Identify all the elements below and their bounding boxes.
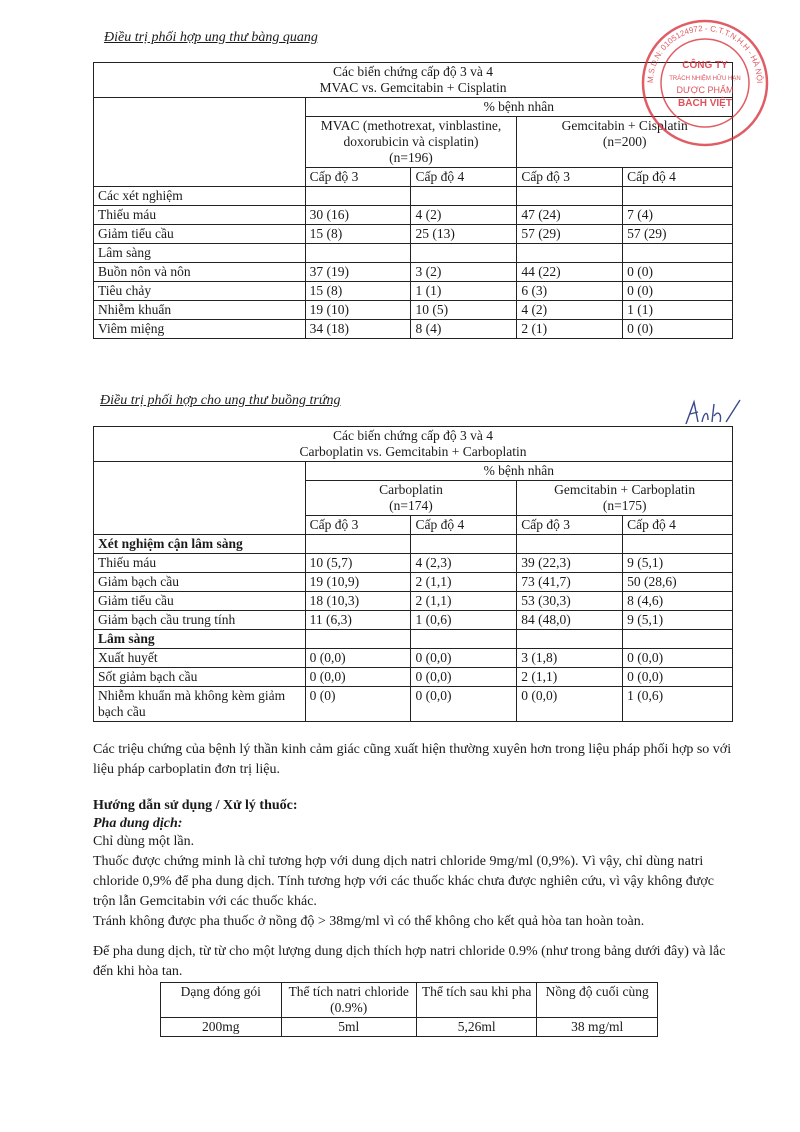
table-cell: 1 (1) <box>411 282 517 301</box>
table-row <box>94 630 733 649</box>
table-cell <box>517 244 623 263</box>
table-cell: 0 (0,0) <box>623 649 733 668</box>
table-cell: 0 (0,0) <box>305 649 411 668</box>
table-cell: 0 (0,0) <box>623 668 733 687</box>
table-cell: 4 (2,3) <box>411 554 517 573</box>
row-label: Nhiễm khuẩn <box>94 301 306 320</box>
usage-p4: Để pha dung dịch, từ từ cho một lượng dung dịch thích hợp natri chloride 0.9% (như trong bảng dưới đây) và lắc đến khi hòa tan. <box>93 944 726 979</box>
table-row <box>94 649 733 668</box>
section-title-ovarian: Điều trị phối hợp cho ung thư buồng trứng <box>100 393 341 408</box>
table-cell: 50 (28,6) <box>623 573 733 592</box>
group-mvac-header: MVAC (methotrexat, vinblastine, doxorubicin và cisplatin) (n=196) <box>305 117 517 168</box>
dilution-table <box>160 982 658 1037</box>
grade3-header: Cấp độ 3 <box>517 516 623 535</box>
dilution-cell: 5ml <box>281 1018 416 1037</box>
table-cell: 0 (0) <box>623 263 733 282</box>
table-cell: 57 (29) <box>517 225 623 244</box>
row-label: Lâm sàng <box>94 244 306 263</box>
table-row <box>94 282 733 301</box>
table-row <box>94 301 733 320</box>
table-row <box>94 554 733 573</box>
table-cell: 3 (2) <box>411 263 517 282</box>
table-cell: 3 (1,8) <box>517 649 623 668</box>
table-cell: 19 (10,9) <box>305 573 411 592</box>
row-label: Viêm miệng <box>94 320 306 339</box>
table-cell: 44 (22) <box>517 263 623 282</box>
svg-text:DƯỢC PHẨM: DƯỢC PHẨM <box>676 85 734 95</box>
table-cell <box>517 630 623 649</box>
row-label: Thiếu máu <box>94 554 306 573</box>
table-row <box>94 592 733 611</box>
dilution-cell: 38 mg/ml <box>537 1018 658 1037</box>
table-cell: 0 (0) <box>623 320 733 339</box>
table-cell: 7 (4) <box>623 206 733 225</box>
table-cell <box>305 244 411 263</box>
table-cell <box>411 630 517 649</box>
table-cell: 10 (5,7) <box>305 554 411 573</box>
grade4-header: Cấp độ 4 <box>411 516 517 535</box>
table-cell <box>623 535 733 554</box>
table-row <box>94 611 733 630</box>
row-label: Nhiễm khuẩn mà không kèm giảm bạch cầu <box>94 687 306 722</box>
table-row <box>94 187 733 206</box>
grade3-header: Cấp độ 3 <box>305 516 411 535</box>
table-cell: 0 (0,0) <box>517 687 623 722</box>
table-cell <box>517 535 623 554</box>
group-gem-carbo-header: Gemcitabin + Carboplatin (n=175) <box>517 481 733 516</box>
dilution-cell: 200mg <box>161 1018 282 1037</box>
table-cell <box>305 535 411 554</box>
table-cell: 4 (2) <box>517 301 623 320</box>
table-cell: 73 (41,7) <box>517 573 623 592</box>
table-title: Các biến chứng cấp độ 3 và 4 MVAC vs. Gemcitabin + Cisplatin <box>94 63 733 98</box>
table-cell: 15 (8) <box>305 282 411 301</box>
table-cell: 19 (10) <box>305 301 411 320</box>
row-label: Giảm tiểu cầu <box>94 592 306 611</box>
table-cell: 1 (0,6) <box>623 687 733 722</box>
table-cell: 2 (1,1) <box>411 592 517 611</box>
table-cell: 6 (3) <box>517 282 623 301</box>
table-cell: 57 (29) <box>623 225 733 244</box>
usage-p2: Thuốc được chứng minh là chỉ tương hợp với dung dịch natri chloride 9mg/ml (0,9%). Vì vậy, chỉ dùng natri chloride 0,9% để pha dung dịch. Tính tương hợp với các thuốc khác chưa được nghiên cứu, vì vậy không được trộn lẫn Gemcitabin với các thuốc khác. <box>93 854 714 909</box>
table-cell: 25 (13) <box>411 225 517 244</box>
table-cell: 0 (0,0) <box>411 687 517 722</box>
row-label: Tiêu chảy <box>94 282 306 301</box>
table-cell: 30 (16) <box>305 206 411 225</box>
table-row <box>94 206 733 225</box>
table-cell: 2 (1,1) <box>411 573 517 592</box>
row-label: Xuất huyết <box>94 649 306 668</box>
table-cell <box>411 187 517 206</box>
table-row <box>94 244 733 263</box>
table-cell <box>411 535 517 554</box>
table-cell <box>623 187 733 206</box>
table-cell <box>517 187 623 206</box>
company-stamp <box>640 18 770 148</box>
dilution-header: Thể tích natri chloride (0.9%) <box>281 983 416 1018</box>
table-row <box>94 225 733 244</box>
table-cell: 0 (0,0) <box>305 668 411 687</box>
table-cell: 11 (6,3) <box>305 611 411 630</box>
table-cell: 34 (18) <box>305 320 411 339</box>
row-label: Xét nghiệm cận lâm sàng <box>94 535 306 554</box>
table-cell: 37 (19) <box>305 263 411 282</box>
bladder-cancer-table <box>93 62 733 339</box>
table-cell <box>623 244 733 263</box>
table-cell: 4 (2) <box>411 206 517 225</box>
usage-p3: Tránh không được pha thuốc ở nồng độ > 38mg/ml vì có thể không cho kết quả hòa tan hoàn toàn. <box>93 914 645 929</box>
table-title: Các biến chứng cấp độ 3 và 4 Carboplatin vs. Gemcitabin + Carboplatin <box>94 427 733 462</box>
group-carboplatin-header: Carboplatin (n=174) <box>305 481 517 516</box>
svg-text:CÔNG TY: CÔNG TY <box>682 60 728 71</box>
table-cell: 1 (1) <box>623 301 733 320</box>
table-cell <box>411 244 517 263</box>
table-cell: 53 (30,3) <box>517 592 623 611</box>
table-cell: 18 (10,3) <box>305 592 411 611</box>
table-cell: 1 (0,6) <box>411 611 517 630</box>
row-label: Lâm sàng <box>94 630 306 649</box>
table-cell: 47 (24) <box>517 206 623 225</box>
table-cell: 84 (48,0) <box>517 611 623 630</box>
table-cell: 0 (0,0) <box>411 668 517 687</box>
table-cell <box>623 630 733 649</box>
table-row <box>94 668 733 687</box>
table-cell: 2 (1) <box>517 320 623 339</box>
table-cell: 0 (0) <box>305 687 411 722</box>
table-row <box>94 263 733 282</box>
table-cell: 0 (0) <box>623 282 733 301</box>
row-label: Giảm bạch cầu trung tính <box>94 611 306 630</box>
table-cell: 15 (8) <box>305 225 411 244</box>
table-cell: 0 (0,0) <box>411 649 517 668</box>
table-cell <box>305 187 411 206</box>
usage-subheading: Pha dung dịch: <box>93 816 183 831</box>
table-cell: 39 (22,3) <box>517 554 623 573</box>
usage-heading: Hướng dẫn sử dụng / Xử lý thuốc: <box>93 798 298 813</box>
usage-p1: Chỉ dùng một lần. <box>93 834 195 849</box>
row-label: Buồn nôn và nôn <box>94 263 306 282</box>
table-cell: 9 (5,1) <box>623 554 733 573</box>
grade4-header: Cấp độ 4 <box>623 516 733 535</box>
group-gem-cis-header: Gemcitabin + Cisplatin (n=200) <box>517 117 733 168</box>
svg-text:M.S.D.N: 0105124972 - C.T.T.N.: M.S.D.N: 0105124972 - C.T.T.N.H.H - HÀ NỘI <box>645 23 765 84</box>
dilution-cell: 5,26ml <box>416 1018 537 1037</box>
row-label: Thiếu máu <box>94 206 306 225</box>
row-label: Các xét nghiệm <box>94 187 306 206</box>
row-label: Sốt giảm bạch cầu <box>94 668 306 687</box>
percent-patients-header: % bệnh nhân <box>305 98 732 117</box>
signature-mark <box>682 398 742 428</box>
grade3-header: Cấp độ 3 <box>517 168 623 187</box>
neuropathy-note: Các triệu chứng của bệnh lý thần kinh cảm giác cũng xuất hiện thường xuyên hơn trong liệu pháp phối hợp so với liệu pháp carboplatin đơn trị liệu. <box>93 742 732 777</box>
table-cell: 2 (1,1) <box>517 668 623 687</box>
table-row <box>94 535 733 554</box>
table-cell: 9 (5,1) <box>623 611 733 630</box>
svg-text:BÁCH VIỆT: BÁCH VIỆT <box>678 98 732 109</box>
table-cell <box>305 630 411 649</box>
section-title-bladder: Điều trị phối hợp ung thư bàng quang <box>104 30 318 45</box>
dilution-header: Nồng độ cuối cùng <box>537 983 658 1018</box>
table-cell: 8 (4,6) <box>623 592 733 611</box>
table-row <box>94 573 733 592</box>
grade4-header: Cấp độ 4 <box>411 168 517 187</box>
table-row <box>94 320 733 339</box>
grade3-header: Cấp độ 3 <box>305 168 411 187</box>
row-label: Giảm bạch cầu <box>94 573 306 592</box>
dilution-header: Thể tích sau khi pha <box>416 983 537 1018</box>
table-cell: 8 (4) <box>411 320 517 339</box>
grade4-header: Cấp độ 4 <box>623 168 733 187</box>
table-cell: 10 (5) <box>411 301 517 320</box>
table-row <box>94 687 733 722</box>
ovarian-cancer-table <box>93 426 733 722</box>
dilution-header: Dạng đóng gói <box>161 983 282 1018</box>
percent-patients-header: % bệnh nhân <box>305 462 732 481</box>
row-label: Giảm tiểu cầu <box>94 225 306 244</box>
svg-text:TRÁCH NHIỆM HỮU HẠN: TRÁCH NHIỆM HỮU HẠN <box>669 76 741 82</box>
